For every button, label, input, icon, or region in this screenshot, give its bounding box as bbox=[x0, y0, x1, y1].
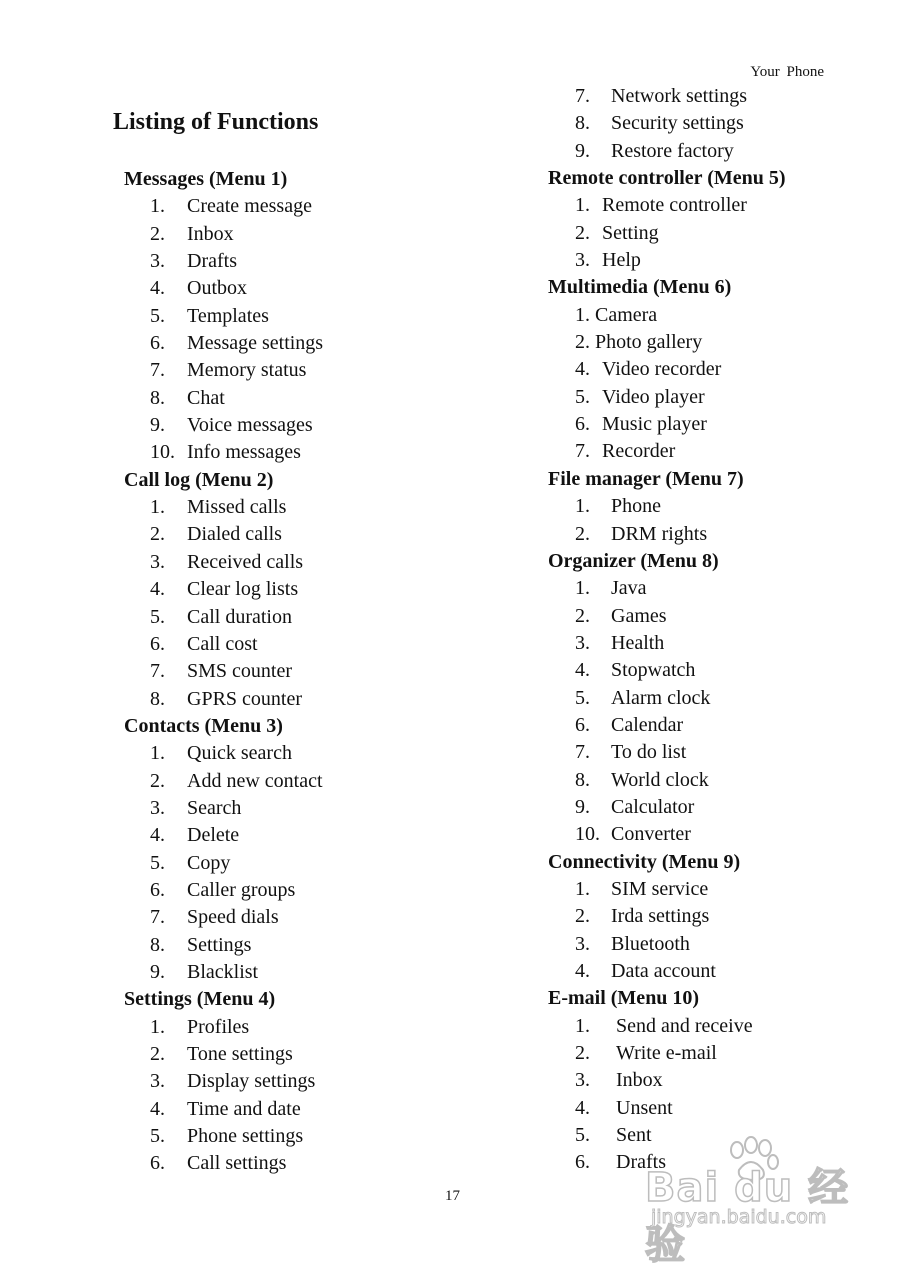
menu-list-item bbox=[0, 356, 905, 383]
menu-item-label: Network settings bbox=[611, 85, 748, 107]
menu-section-heading: Connectivity (Menu 9) bbox=[548, 850, 741, 873]
menu-item-label: SMS counter bbox=[187, 660, 292, 683]
menu-item-number: 9. bbox=[575, 139, 590, 162]
menu-list-item bbox=[0, 411, 905, 438]
menu-item-label: Remote controller bbox=[602, 194, 747, 217]
menu-item-number: 5. bbox=[150, 1125, 165, 1148]
menu-item-label: GPRS counter bbox=[187, 687, 302, 710]
menu-list-item bbox=[0, 1067, 905, 1094]
menu-list-item bbox=[0, 821, 905, 848]
menu-item-number: 8. bbox=[575, 112, 590, 135]
menu-item-label: Blacklist bbox=[187, 960, 259, 983]
menu-item-number: 1. bbox=[575, 1014, 590, 1037]
menu-item-label: Add new contact bbox=[187, 769, 323, 792]
right-column bbox=[0, 83, 905, 1177]
menu-item-number: 8. bbox=[150, 933, 165, 956]
menu-item-label: Call cost bbox=[187, 632, 258, 655]
menu-section-heading: Remote controller (Menu 5) bbox=[548, 167, 786, 190]
menu-item-number: 6. bbox=[150, 1152, 165, 1175]
menu-item-label: Display settings bbox=[187, 1070, 316, 1093]
menu-item-label: Chat bbox=[187, 386, 225, 409]
menu-list-item bbox=[0, 329, 905, 356]
menu-item-label: Call duration bbox=[187, 605, 292, 628]
menu-item-label: Templates bbox=[187, 304, 269, 327]
menu-item-number: 1. bbox=[575, 194, 590, 217]
menu-item-number: 4. bbox=[575, 659, 590, 682]
menu-list-item bbox=[0, 630, 905, 657]
menu-list-item bbox=[0, 958, 905, 985]
menu-item-number: 4. bbox=[575, 960, 590, 982]
menu-item-number: 6. bbox=[150, 878, 165, 901]
menu-list-item bbox=[0, 384, 905, 411]
menu-item-number: 4. bbox=[150, 824, 165, 847]
menu-item-label: Memory status bbox=[187, 359, 307, 382]
menu-item-label: Sent bbox=[616, 1124, 652, 1147]
menu-item-label: Info messages bbox=[187, 441, 301, 464]
menu-item-number: 7. bbox=[150, 906, 165, 929]
menu-item-number: 10. bbox=[150, 441, 175, 464]
page-title: Listing of Functions bbox=[113, 109, 319, 135]
menu-item-number: 9. bbox=[150, 414, 165, 437]
menu-list-item bbox=[0, 1095, 905, 1122]
menu-item-number: 4. bbox=[150, 1097, 165, 1120]
menu-item-number: 4. bbox=[150, 277, 165, 300]
menu-item-label: Unsent bbox=[616, 1096, 673, 1119]
menu-list-item bbox=[0, 83, 905, 110]
menu-item-label: Health bbox=[611, 631, 665, 654]
menu-item-number: 9. bbox=[150, 960, 165, 983]
menu-item-number: 6. bbox=[150, 632, 165, 655]
menu-item-number: 4. bbox=[575, 1096, 590, 1119]
menu-item-number: 3. bbox=[150, 250, 165, 273]
menu-item-number: 7. bbox=[575, 440, 590, 463]
menu-item-label: DRM rights bbox=[611, 522, 708, 545]
menu-item-label: Calendar bbox=[611, 713, 684, 736]
menu-list-item bbox=[0, 302, 905, 329]
menu-item-number: 2. bbox=[150, 523, 165, 546]
menu-list-item bbox=[0, 1040, 905, 1067]
menu-list-item bbox=[0, 794, 905, 821]
menu-item-number: 5. bbox=[150, 605, 165, 628]
menu-item-number: 1. bbox=[150, 195, 165, 218]
menu-item-number: 10. bbox=[575, 823, 600, 846]
menu-item-label: Alarm clock bbox=[611, 686, 711, 709]
menu-item-number: 3. bbox=[575, 1069, 590, 1092]
menu-item-number: 6. bbox=[575, 1151, 590, 1174]
menu-list-item bbox=[0, 876, 905, 903]
menu-item-label: Speed dials bbox=[187, 906, 279, 929]
menu-item-number: 2. bbox=[575, 905, 590, 928]
menu-list-item bbox=[0, 657, 905, 684]
menu-item-label: Clear log lists bbox=[187, 578, 299, 601]
menu-item-number: 6. bbox=[575, 713, 590, 736]
menu-item-number: 7. bbox=[150, 359, 165, 382]
menu-list-item bbox=[0, 603, 905, 630]
menu-item-label: Help bbox=[602, 249, 641, 272]
menu-item-label: To do list bbox=[611, 741, 687, 764]
menu-list-item bbox=[0, 247, 905, 274]
menu-section-heading: Contacts (Menu 3) bbox=[124, 714, 283, 737]
menu-item-label: Create message bbox=[187, 195, 312, 218]
menu-list-item bbox=[0, 138, 905, 165]
menu-item-label: World clock bbox=[611, 768, 709, 791]
menu-item-label: Java bbox=[611, 577, 647, 600]
menu-item-label: Caller groups bbox=[187, 878, 296, 901]
menu-item-number: 2. bbox=[150, 769, 165, 792]
menu-item-number: 6. bbox=[575, 413, 590, 436]
menu-list-item bbox=[0, 521, 905, 548]
menu-item-label: Converter bbox=[611, 823, 691, 846]
menu-item-label: Recorder bbox=[602, 440, 676, 463]
baidu-jingyan-watermark bbox=[645, 1144, 855, 1268]
menu-item-label: Inbox bbox=[187, 222, 234, 245]
menu-item-number: 3. bbox=[150, 1070, 165, 1093]
menu-list-item bbox=[0, 575, 905, 602]
menu-section-heading: Multimedia (Menu 6) bbox=[548, 276, 732, 299]
menu-item-number: 8. bbox=[575, 768, 590, 791]
menu-item-number: 5. bbox=[575, 385, 590, 408]
menu-section-heading: Call log (Menu 2) bbox=[124, 468, 274, 491]
menu-item-label: Voice messages bbox=[187, 414, 313, 437]
menu-item-number: 1. bbox=[575, 577, 590, 600]
menu-item-label: Quick search bbox=[187, 742, 292, 765]
menu-item-label: SIM service bbox=[611, 877, 709, 900]
menu-item-label: Inbox bbox=[616, 1069, 663, 1092]
menu-item-number: 3. bbox=[575, 932, 590, 955]
menu-item-label: Time and date bbox=[187, 1097, 301, 1120]
menu-item-label: Delete bbox=[187, 824, 240, 847]
menu-item-number: 5. bbox=[150, 851, 165, 874]
menu-item-label: Drafts bbox=[187, 250, 237, 273]
running-header: Your Phone bbox=[750, 64, 824, 80]
menu-item-label: Stopwatch bbox=[611, 659, 696, 682]
menu-section-heading: Messages (Menu 1) bbox=[124, 168, 288, 190]
menu-item-number: 5. bbox=[575, 686, 590, 709]
menu-list-item bbox=[0, 712, 905, 739]
menu-item-label: Setting bbox=[602, 221, 659, 244]
menu-item-number: 7. bbox=[575, 741, 590, 764]
menu-item-label: Write e-mail bbox=[616, 1042, 717, 1065]
watermark-url: jingyan.baidu.com bbox=[651, 1206, 827, 1228]
menu-item-number: 3. bbox=[150, 550, 165, 573]
menu-item-number: 2. bbox=[150, 1043, 165, 1065]
menu-item-number: 8. bbox=[150, 687, 165, 710]
menu-item-label: Security settings bbox=[611, 112, 744, 135]
menu-item-number: 3. bbox=[150, 796, 165, 819]
menu-item-number: 1. bbox=[575, 877, 590, 900]
menu-item-number: 1. bbox=[150, 1015, 165, 1038]
menu-item-text: 1. Camera bbox=[575, 303, 658, 326]
menu-section-heading: Settings (Menu 4) bbox=[124, 988, 276, 1011]
menu-list-item bbox=[0, 767, 905, 794]
menu-item-number: 4. bbox=[575, 358, 590, 381]
menu-list-item bbox=[0, 493, 905, 520]
menu-item-number: 3. bbox=[575, 631, 590, 654]
menu-item-label: Phone bbox=[611, 495, 661, 518]
menu-item-label: Data account bbox=[611, 960, 716, 982]
menu-item-number: 3. bbox=[575, 249, 590, 272]
menu-item-label: Bluetooth bbox=[611, 932, 690, 955]
menu-item-number: 9. bbox=[575, 795, 590, 818]
menu-item-number: 1. bbox=[575, 495, 590, 518]
menu-item-number: 2. bbox=[575, 522, 590, 545]
menu-item-label: Drafts bbox=[616, 1151, 666, 1174]
menu-list-item bbox=[0, 438, 905, 465]
menu-item-number: 5. bbox=[150, 304, 165, 327]
menu-item-label: Games bbox=[611, 604, 667, 627]
menu-item-label: Call settings bbox=[187, 1152, 287, 1175]
menu-item-label: Phone settings bbox=[187, 1125, 304, 1148]
menu-list-item bbox=[0, 931, 905, 958]
menu-item-label: Search bbox=[187, 796, 242, 819]
menu-list-item bbox=[0, 1013, 905, 1040]
menu-item-number: 4. bbox=[150, 578, 165, 601]
menu-item-label: Profiles bbox=[187, 1015, 250, 1038]
menu-list-item bbox=[0, 110, 905, 137]
watermark-logo: Bai du 经验 bbox=[645, 1165, 850, 1268]
menu-item-number: 2. bbox=[575, 1042, 590, 1065]
menu-item-label: Copy bbox=[187, 851, 231, 874]
menu-item-number: 1. bbox=[150, 496, 165, 519]
menu-item-text: 2. Photo gallery bbox=[575, 331, 703, 354]
menu-item-label: Outbox bbox=[187, 277, 247, 300]
page-number: 17 bbox=[445, 1188, 460, 1204]
menu-item-number: 2. bbox=[150, 222, 165, 245]
menu-list-item bbox=[0, 739, 905, 766]
menu-item-number: 2. bbox=[575, 221, 590, 244]
menu-item-number: 2. bbox=[575, 604, 590, 627]
menu-section-heading: File manager (Menu 7) bbox=[548, 467, 744, 490]
menu-item-number: 1. bbox=[150, 742, 165, 765]
menu-section-heading: Organizer (Menu 8) bbox=[548, 549, 719, 572]
menu-item-label: Irda settings bbox=[611, 905, 710, 928]
menu-item-label: Video recorder bbox=[602, 358, 722, 381]
menu-item-label: Settings bbox=[187, 933, 252, 956]
menu-item-number: 7. bbox=[575, 85, 590, 107]
menu-item-label: Send and receive bbox=[616, 1014, 753, 1037]
menu-item-label: Music player bbox=[602, 413, 707, 436]
menu-section-heading: E-mail (Menu 10) bbox=[548, 987, 700, 1010]
menu-item-label: Calculator bbox=[611, 795, 695, 818]
menu-item-number: 5. bbox=[575, 1124, 590, 1147]
menu-item-label: Dialed calls bbox=[187, 523, 282, 546]
menu-item-label: Message settings bbox=[187, 332, 324, 355]
menu-item-label: Tone settings bbox=[187, 1043, 293, 1065]
menu-item-label: Video player bbox=[602, 385, 705, 408]
menu-item-number: 8. bbox=[150, 386, 165, 409]
menu-item-number: 6. bbox=[150, 332, 165, 355]
menu-list-item bbox=[0, 192, 905, 219]
menu-list-item bbox=[0, 220, 905, 247]
menu-item-label: Missed calls bbox=[187, 496, 287, 519]
menu-list-item bbox=[0, 903, 905, 930]
menu-item-label: Received calls bbox=[187, 550, 304, 573]
menu-item-number: 7. bbox=[150, 660, 165, 683]
menu-item-label: Restore factory bbox=[611, 139, 734, 162]
menu-list-item bbox=[0, 685, 905, 712]
